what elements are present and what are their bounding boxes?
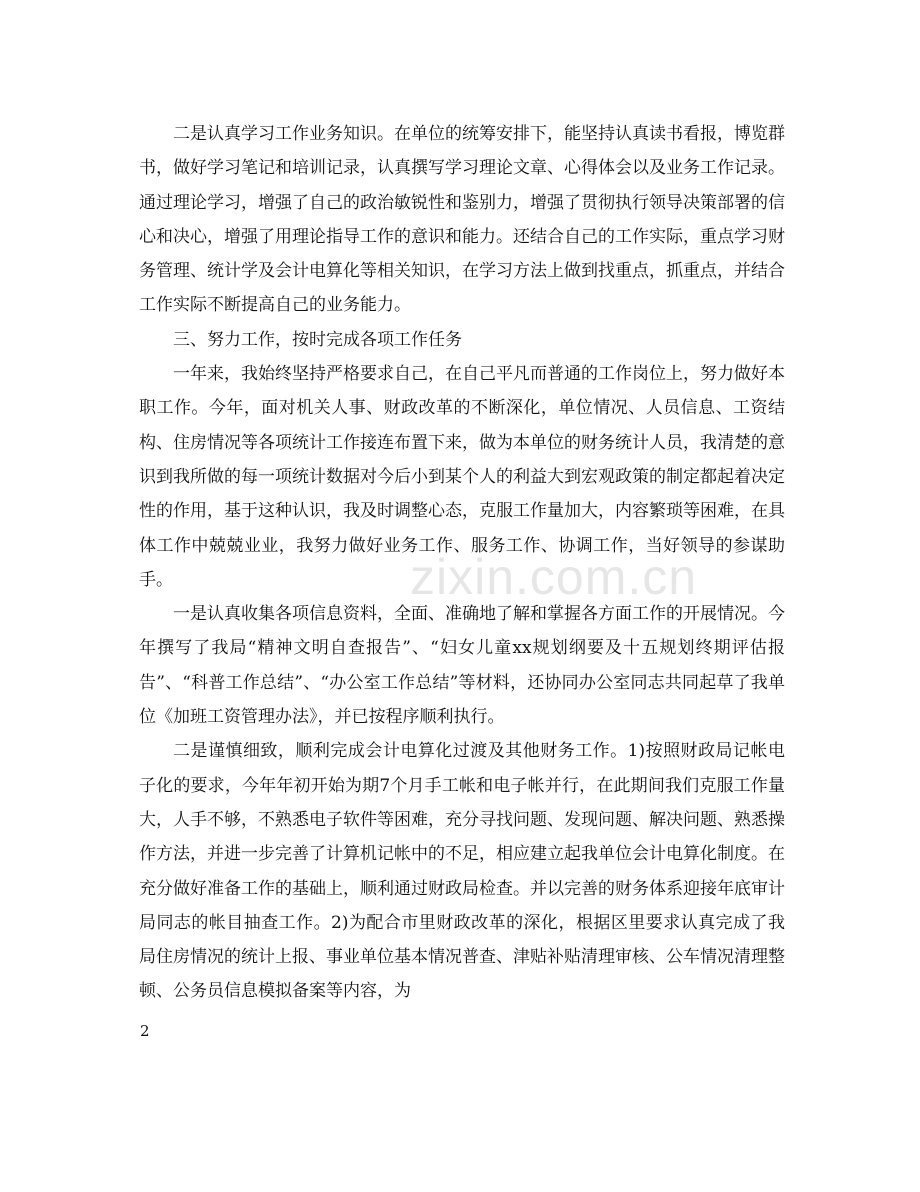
paragraph-accounting-computerization: 二是谨慎细致，顺利完成会计电算化过渡及其他财务工作。1)按照财政局记帐电子化的要求，今年年初开始为期7个月手工帐和电子帐并行，在此期间我们克服工作量大，人手不够，不熟悉电子软件等困难，充分寻找问题、发现问题、解决问题、熟悉操作方法，并进一步完善了计算机记帐中的不足，相应建立起我单位会计电算化制度。在充分做好准备工作的基础上，顺利通过财政局检查。并以完善的财务体系迎接年底审计局同志的帐目抽查工作。2)为配合市里财政改革的深化，根据区里要求认真完成了我局住房情况的统计上报、事业单位基本情况普查、津贴补贴清理审核、公车情况清理整顿、公务员信息模拟备案等内容，为: [139, 741, 785, 1002]
paragraph-year-summary: 一年来，我始终坚持严格要求自己，在自己平凡而普通的工作岗位上，努力做好本职工作。今年，面对机关人事、财政改革的不断深化，单位情况、人员信息、工资结构、住房情况等各项统计工作接连布置下来，做为本单位的财务统计人员，我清楚的意识到我所做的每一项统计数据对今后小到某个人的利益大到宏观政策的制定都起着决定性的作用，基于这种认识，我及时调整心态，克服工作量加大，内容繁琐等困难，在具体工作中兢兢业业，我努力做好业务工作、服务工作、协调工作，当好领导的参谋助手。: [139, 364, 785, 590]
document-body: [139, 117, 785, 1009]
watermark: zixin.com.cn: [410, 549, 698, 605]
paragraph-study-knowledge: 二是认真学习工作业务知识。在单位的统筹安排下，能坚持认真读书看报，博览群书，做好学习笔记和培训记录，认真撰写学习理论文章、心得体会以及业务工作记录。通过理论学习，增强了自己的政治敏锐性和鉴别力，增强了贯彻执行领导决策部署的信心和决心，增强了用理论指导工作的意识和能力。还结合自己的工作实际，重点学习财务管理、统计学及会计电算化等相关知识，在学习方法上做到找重点，抓重点，并结合工作实际不断提高自己的业务能力。: [139, 124, 785, 316]
page-number: 2: [140, 1022, 150, 1040]
paragraph-collect-information: 一是认真收集各项信息资料，全面、准确地了解和掌握各方面工作的开展情况。今年撰写了我局“精神文明自查报告”、“妇女儿童xx规划纲要及十五规划终期评估报告”、“科普工作总结”、“办公室工作总结”等材料，还协同办公室同志共同起草了我单位《加班工资管理办法》，并已按程序顺利执行。: [139, 604, 785, 728]
section-heading-work-tasks: 三、努力工作，按时完成各项工作任务: [173, 329, 462, 350]
